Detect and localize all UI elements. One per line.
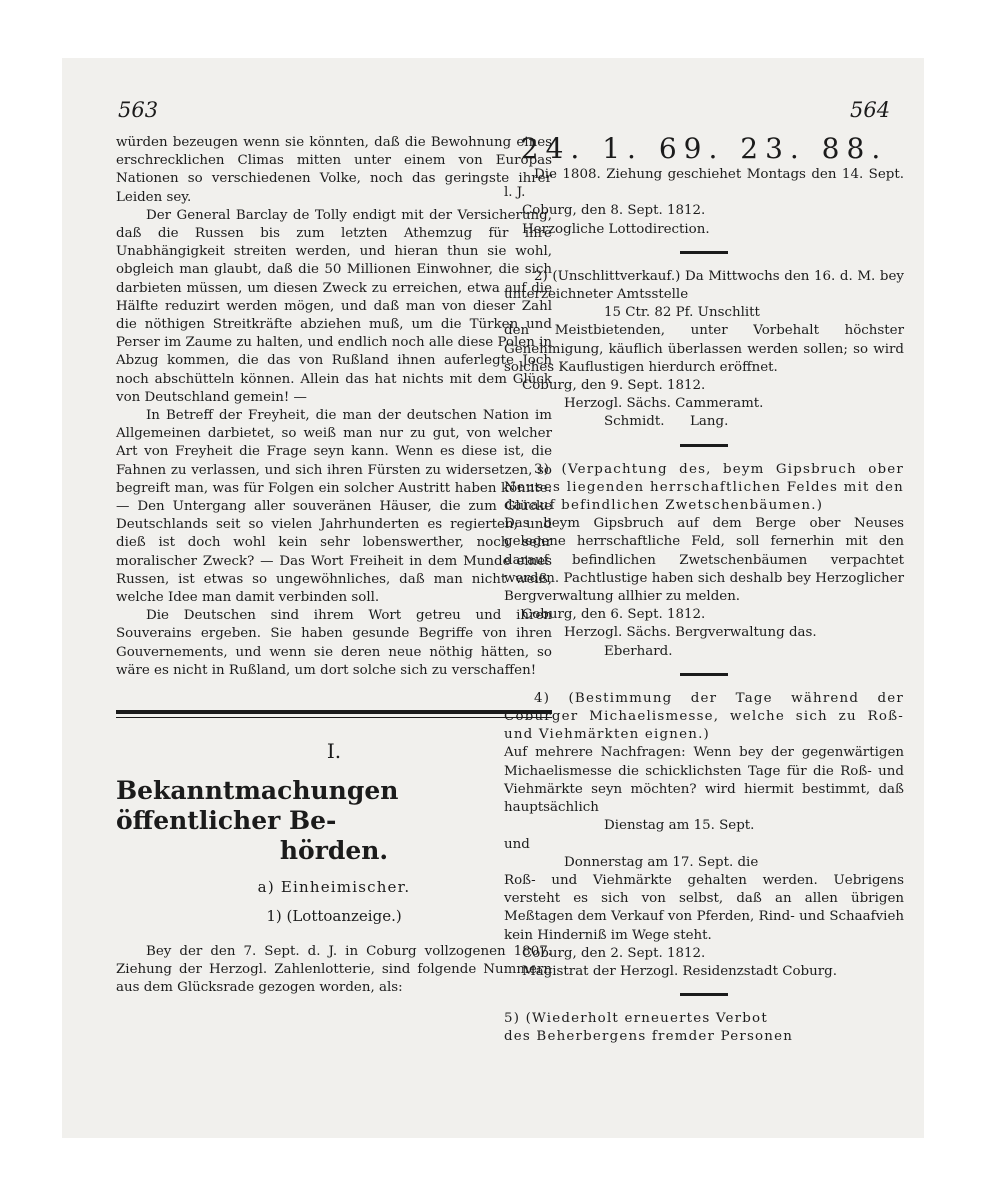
section-heading-line2: hörden. (279, 836, 389, 866)
page-number-left: 563 (118, 98, 159, 122)
subsection-heading: a) Einheimischer. (257, 878, 411, 897)
notice-1-place-date: Coburg, den 8. Sept. 1812. (522, 203, 706, 219)
notice-3-place-date: Coburg, den 6. Sept. 1812. (522, 607, 706, 623)
item-title: 1) (Lottoanzeige.) (266, 906, 402, 925)
notice-4-und: und (504, 836, 530, 852)
notice-2-amount: 15 Ctr. 82 Pf. Unschlitt (604, 305, 760, 321)
section-number: I. (326, 739, 342, 764)
paragraph: würden bezeugen wenn sie könnten, daß die Bewohnung eines erschrecklichen Climas mitten unter einem von Europas Nationen so verschiedenen Volke, noch das geringste ihrer Leiden sey. (116, 135, 552, 205)
notice-2-place-date: Coburg, den 9. Sept. 1812. (522, 378, 706, 394)
notice-4-place-date: Coburg, den 2. Sept. 1812. (522, 945, 706, 961)
paragraph: Die Deutschen sind ihrem Wort getreu und ihren Souverains ergeben. Sie haben gesunde Begriffe von ihren Gouvernements, und wenn sie deren neue nöthig hätten, so wäre es nicht in Rußland, um dort solche sich zu verschaffen! (116, 608, 552, 678)
notice-5-title-line2: des Beherbergens fremder Personen (504, 1029, 794, 1045)
notice-4-text: Auf mehrere Nachfragen: Wenn bey der gegenwärtigen Michaelismesse die schicklichsten Tage für die Roß- und Viehmärkte seyn möchten? wird hiermit bestimmt, daß hauptsächlich (504, 745, 904, 816)
notice-4-title: 4) (Bestimmung der Tage während der Coburger Michaelismesse, welche sich zu Roß- und Viehmärkten eignen.) (504, 690, 904, 743)
section-rule-thin (116, 717, 552, 718)
notice-2-signer: Herzogl. Sächs. Cammeramt. (564, 396, 764, 412)
notice-4-day2: Donnerstag am 17. Sept. die (564, 854, 759, 870)
separator-dash (680, 444, 728, 447)
paragraph: Der General Barclay de Tolly endigt mit der Versicherung, daß die Russen bis zum letzten Athemzug für ihre Unabhängigkeit streiten werden, und hieran thun sie wohl, obgleich man glaubt, daß die 50 Millionen Einwohner, die sich darbieten müssen, um diesen Zweck zu erreichen, etwa auf die Hälfte reduzirt werden mögen, und daß man von dieser Zahl die nöthigen Streitkräfte abziehen muß, um die Türken und Perser im Zaume zu halten, und endlich noch alle diese Polen in Abzug kommen, die das von Rußland ihnen auferlegte Joch noch abschütteln können. Allein das hat nichts mit dem Glück von Deutschland gemein! — (116, 207, 552, 405)
section-rule-thick (116, 710, 552, 714)
lotto-numbers: 24. 1. 69. 23. 88. (520, 132, 888, 165)
section-heading (116, 776, 552, 866)
left-column (116, 134, 552, 997)
notice-4-signer: Magistrat der Herzogl. Residenzstadt Coburg. (522, 963, 837, 979)
notice-2-text: 2) (Unschlittverkauf.) Da Mittwochs den 16. d. M. bey unterzeichneter Amtsstelle (504, 268, 904, 303)
notice-5-title-line1: 5) (Wiederholt erneuertes Verbot (504, 1011, 768, 1027)
notice-4-day1: Dienstag am 15. Sept. (604, 818, 755, 834)
separator-dash (680, 993, 728, 996)
separator-dash (680, 673, 728, 676)
separator-dash (680, 251, 728, 254)
notice-2-names: Schmidt. Lang. (604, 414, 729, 430)
notice-1-signer: Herzogliche Lottodirection. (522, 221, 710, 237)
notice-4-text2: Roß- und Viehmärkte gehalten werden. Uebrigens versteht es sich von selbst, daß an allen übrigen Meßtagen dem Verkauf von Pferden, Rind- und Schaafvieh kein Hinderniß im Wege steht. (504, 872, 904, 943)
newspaper-page (62, 58, 924, 1138)
notice-1-text: Die 1808. Ziehung geschiehet Montags den 14. Sept. l. J. (504, 167, 904, 201)
notice-3-title: 3) (Verpachtung des, beym Gipsbruch ober Neuses liegenden herrschaftlichen Feldes mit den darauf befindlichen Zwetschenbäumen.) (504, 461, 904, 514)
notice-3-signer: Herzogl. Sächs. Bergverwaltung das. (564, 625, 817, 641)
section-heading-line1: Bekanntmachungen öffentlicher Be- (116, 776, 399, 836)
notice-3-name: Eberhard. (604, 643, 673, 659)
paragraph: Bey der den 7. Sept. d. J. in Coburg vollzogenen 1807. Ziehung der Herzogl. Zahlenlotterie, sind folgende Nummern aus dem Glücksrade gezogen worden, als: (116, 943, 552, 996)
paragraph: In Betreff der Freyheit, die man der deutschen Nation im Allgemeinen darbietet, so weiß man nur zu gut, von welcher Art von Freyheit die Frage seyn kann. Wenn es diese ist, die Fahnen zu verlassen, und sich ihren Fürsten zu widersetzen, so begreift man, was für Folgen ein solcher Austritt haben könnte. — Den Untergang aller souveränen Häuser, die zum Glücke Deutschlands seit so vielen Jahrhunderten es regierten; und dieß ist doch wohl kein sehr lobenswerther, noch sehr moralischer Zweck? — Das Wort Freiheit in dem Munde eines Russen, ist etwas so ungewöhnliches, daß man nicht weiß, welche Idee man damit verbinden soll. (116, 408, 552, 606)
right-column (504, 134, 904, 1047)
notice-3-text: Das beym Gipsbruch auf dem Berge ober Neuses gelegene herrschaftliche Feld, soll fernerhin mit den darauf befindlichen Zwetschenbäumen verpachtet werden. Pachtlustige haben sich deshalb bey Herzoglicher Bergverwaltung allhier zu melden. (504, 516, 904, 605)
notice-2-text-cont: den Meistbietenden, unter Vorbehalt höchster Genehmigung, käuflich überlassen werden sollen; so wird solches Kauflustigen hierdurch eröffnet. (504, 323, 904, 375)
page-number-right: 564 (850, 98, 891, 122)
